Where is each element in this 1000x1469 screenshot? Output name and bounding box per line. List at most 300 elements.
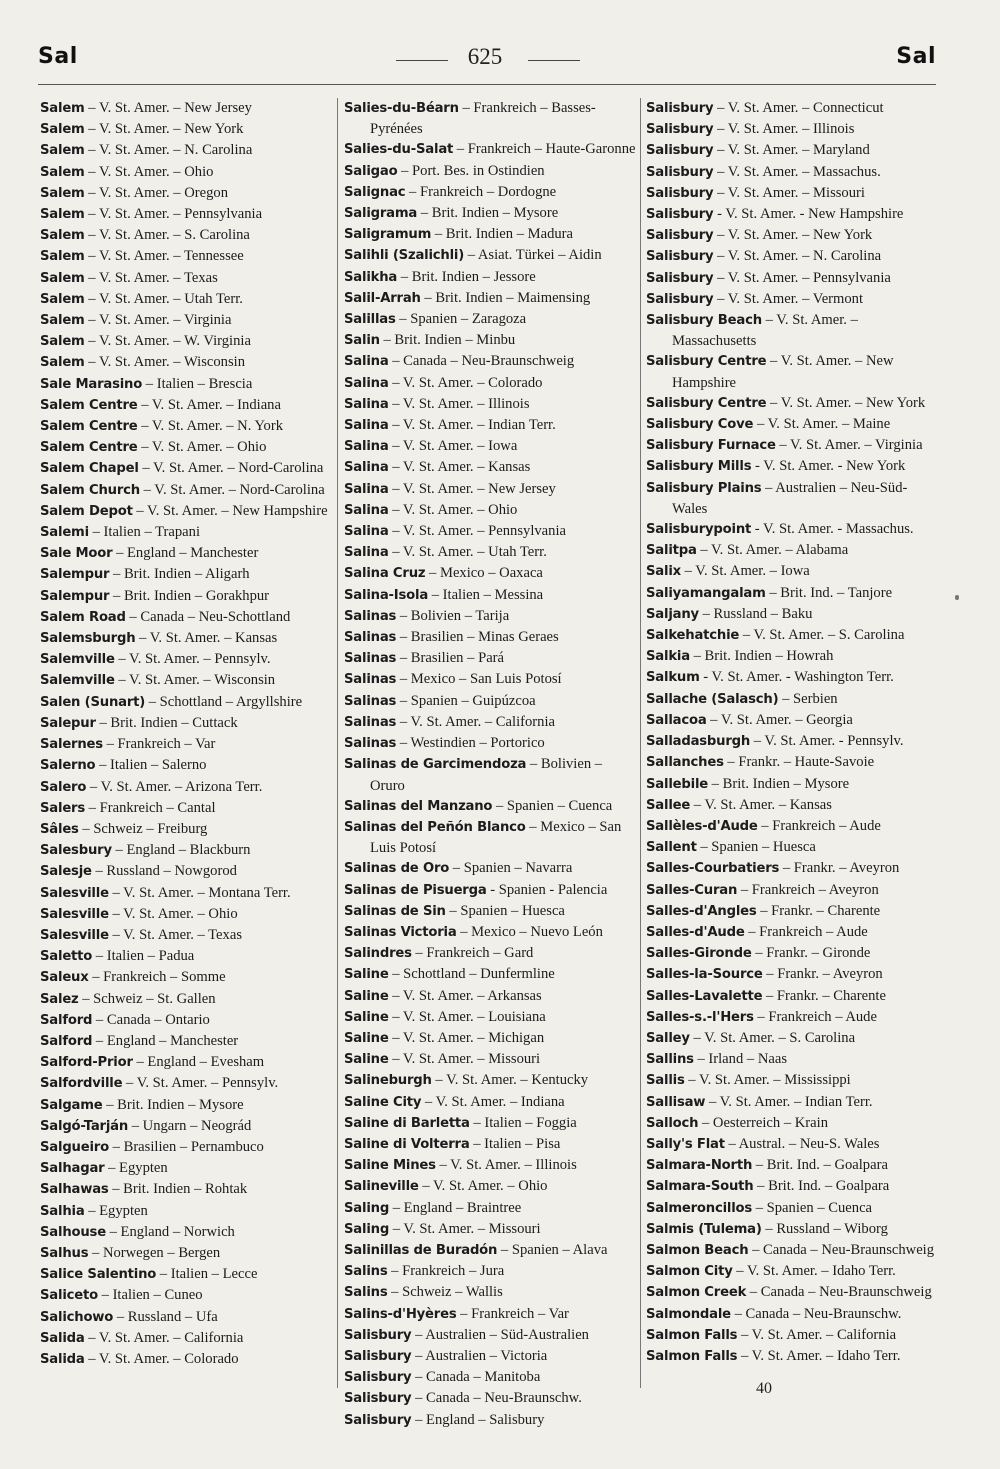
gazetteer-entry	[40, 1243, 332, 1264]
entry-location: – V. St. Amer. – Arizona Terr.	[89, 778, 263, 795]
entry-place-name: Salisbury	[646, 291, 714, 307]
entry-location: – V. St. Amer. – Pennsylvania	[717, 269, 891, 286]
entry-place-name: Saliceto	[40, 1288, 98, 1304]
entry-place-name: Salhagar	[40, 1161, 105, 1177]
gazetteer-entry	[344, 901, 640, 922]
entry-place-name: Salem	[40, 185, 85, 201]
entry-place-name: Salgó-Tarján	[40, 1118, 129, 1134]
entry-place-name: Salloch	[646, 1115, 699, 1131]
entry-place-name: Salina	[344, 545, 389, 561]
entry-place-name: Salem	[40, 355, 85, 371]
gazetteer-entry	[40, 458, 332, 479]
gazetteer-entry	[40, 437, 332, 458]
entry-location: – V. St. Amer. – Arkansas	[392, 987, 542, 1004]
entry-location: – Westindien – Portorico	[399, 735, 545, 752]
entry-place-name: Salies-du-Béarn	[344, 101, 459, 116]
entry-location: – Canada – Neu-Braunschweig	[752, 1241, 935, 1258]
entry-location: – V. St. Amer. – Illinois	[439, 1157, 577, 1174]
entry-place-name: Salley	[646, 1030, 690, 1046]
gazetteer-entry	[40, 670, 332, 691]
entry-place-name: Salkum	[646, 670, 700, 686]
entry-place-name: Saliyamangalam	[646, 585, 766, 601]
entry-location: – Frankr. – Haute-Savoie	[727, 754, 875, 771]
gazetteer-entry	[40, 883, 332, 904]
entry-location: – V. St. Amer. – New Jersey	[88, 100, 252, 116]
entry-place-name: Salesville	[40, 906, 109, 922]
entry-place-name: Salmon City	[646, 1264, 733, 1280]
entry-place-name: Salem	[40, 334, 85, 350]
gazetteer-entry	[344, 943, 640, 964]
entry-place-name: Salem Centre	[40, 397, 138, 413]
gazetteer-entry	[646, 478, 942, 519]
gazetteer-entry	[344, 1134, 640, 1155]
entry-place-name: Salitpa	[646, 543, 697, 559]
entry-place-name: Salmara-North	[646, 1158, 753, 1174]
gazetteer-entry	[40, 1158, 332, 1179]
entry-location: - V. St. Amer. - New York	[755, 458, 906, 475]
entry-place-name: Salem	[40, 291, 85, 307]
gazetteer-entry	[344, 1410, 640, 1431]
gazetteer-entry	[344, 1282, 640, 1303]
gazetteer-entry	[646, 540, 942, 561]
gazetteer-entry	[646, 816, 942, 837]
gazetteer-entry	[646, 1113, 942, 1134]
entry-location: – Frankr. – Charente	[765, 987, 886, 1004]
entry-location: – V. St. Amer. – Connecticut	[717, 100, 884, 116]
entry-location: – V. St. Amer. – Colorado	[392, 374, 543, 391]
entry-place-name: Salisbury	[344, 1348, 412, 1364]
entry-location: – V. St. Amer. – Virginia	[779, 437, 923, 454]
gazetteer-entry	[344, 415, 640, 436]
column-divider	[337, 98, 338, 1388]
entry-location: – V. St. Amer. – W. Virginia	[88, 333, 251, 350]
entry-location: – V. St. Amer. – Texas	[88, 269, 218, 286]
entry-location: - V. St. Amer. - New Hampshire	[717, 206, 904, 223]
gazetteer-entry	[40, 162, 332, 183]
entry-place-name: Saline di Barletta	[344, 1115, 470, 1131]
gazetteer-entry	[344, 922, 640, 943]
gazetteer-entry	[646, 162, 942, 183]
gazetteer-entry	[344, 1070, 640, 1091]
entry-location: – Norwegen – Bergen	[92, 1244, 221, 1261]
gazetteer-entry	[40, 1031, 332, 1052]
entry-place-name: Salinas	[344, 651, 397, 667]
gazetteer-entry	[344, 669, 640, 690]
gazetteer-entry	[646, 1176, 942, 1197]
entry-location: – Frankreich – Aude	[761, 817, 881, 834]
entry-location: – Brit. Indien – Madura	[434, 226, 574, 243]
gazetteer-entry	[40, 119, 332, 140]
entry-place-name: Salles-Lavalette	[646, 988, 763, 1004]
gazetteer-entry	[40, 1010, 332, 1031]
running-head-right: Sal	[896, 44, 936, 69]
entry-location: – Spanien – Navarra	[452, 860, 573, 877]
gazetteer-entry	[646, 625, 942, 646]
gazetteer-entry	[646, 561, 942, 582]
entry-place-name: Salem Depot	[40, 503, 133, 519]
entry-location: – V. St. Amer. – New York	[717, 227, 873, 244]
entry-location: – V. St. Amer. – Ohio	[141, 439, 267, 456]
entry-location: – V. St. Amer. – New York	[88, 121, 244, 138]
entry-place-name: Salida	[40, 1330, 85, 1346]
entry-place-name: Salisbury	[646, 122, 714, 138]
entry-location: – V. St. Amer. – California	[740, 1326, 897, 1343]
entry-place-name: Saline	[344, 988, 389, 1004]
entry-place-name: Saline di Volterra	[344, 1136, 470, 1152]
entry-place-name: Salero	[40, 779, 87, 795]
gazetteer-entry	[344, 139, 640, 160]
gazetteer-entry	[344, 521, 640, 542]
entry-place-name: Salles-Courbatiers	[646, 861, 780, 877]
entry-location: – V. St. Amer. – New Hampshire	[136, 502, 328, 519]
entry-place-name: Salix	[646, 564, 681, 580]
entry-location: – V. St. Amer. – Georgia	[710, 711, 853, 728]
gazetteer-entry	[646, 583, 942, 604]
entry-location: – V. St. Amer. – Pennsylv.	[126, 1075, 279, 1092]
entry-location: – Egypten	[88, 1202, 148, 1219]
entry-place-name: Salina	[344, 396, 389, 412]
entry-location: – Brit. Indien – Rohtak	[112, 1181, 248, 1198]
gazetteer-entry	[40, 480, 332, 501]
gazetteer-entry	[40, 755, 332, 776]
gazetteer-entry	[344, 817, 640, 858]
entry-place-name: Salesje	[40, 864, 92, 880]
gazetteer-entry	[646, 204, 942, 225]
entry-place-name: Salemville	[40, 673, 115, 689]
entry-location: – Asiat. Türkei – Aidin	[467, 247, 602, 264]
gazetteer-entry	[344, 161, 640, 182]
gazetteer-entry	[40, 946, 332, 967]
entry-place-name: Salhia	[40, 1203, 85, 1219]
entry-location: – Brit. Indien – Jessore	[400, 268, 536, 285]
gazetteer-entry	[646, 667, 942, 688]
entry-location: – V. St. Amer. – Indian Terr.	[708, 1093, 873, 1110]
entry-location: – V. St. Amer. – S. Carolina	[88, 227, 250, 244]
gazetteer-entry	[646, 710, 942, 731]
gazetteer-entry	[344, 691, 640, 712]
gazetteer-entry	[344, 796, 640, 817]
gazetteer-entry	[344, 436, 640, 457]
entry-location: – V. St. Amer. – Virginia	[88, 312, 232, 329]
gazetteer-entry	[40, 628, 332, 649]
entry-place-name: Salford-Prior	[40, 1055, 133, 1071]
gazetteer-entry	[40, 98, 332, 119]
entry-place-name: Salles-la-Source	[646, 967, 763, 983]
entry-place-name: Salesville	[40, 885, 109, 901]
gazetteer-entry	[646, 119, 942, 140]
entry-location: – V. St. Amer. – Colorado	[88, 1350, 239, 1367]
entry-place-name: Salem	[40, 122, 85, 138]
entry-location: – V. St. Amer. – Missouri	[392, 1051, 541, 1068]
entry-place-name: Salisbury	[344, 1370, 412, 1386]
entry-location: – V. St. Amer. – S. Carolina	[742, 627, 905, 644]
gazetteer-entry	[40, 1137, 332, 1158]
entry-place-name: Sallee	[646, 797, 691, 813]
entry-location: – England – Braintree	[392, 1199, 522, 1216]
gazetteer-entry	[40, 1179, 332, 1200]
entry-place-name: Salina	[344, 439, 389, 455]
entry-place-name: Saligao	[344, 163, 398, 179]
entry-place-name: Salinas de Garcimendoza	[344, 757, 527, 773]
gazetteer-entry	[344, 542, 640, 563]
entry-location: – V. St. Amer. – Wisconsin	[118, 672, 276, 689]
gazetteer-entry	[40, 798, 332, 819]
entry-location: – Schweiz – Wallis	[391, 1284, 503, 1301]
entry-place-name: Salinas Victoria	[344, 924, 457, 940]
gazetteer-entry	[40, 225, 332, 246]
entry-location: – V. St. Amer. – Massachus.	[717, 163, 881, 180]
gazetteer-entry	[40, 607, 332, 628]
entry-location: – V. St. Amer. – Michigan	[392, 1029, 545, 1046]
entry-location: – Italien – Foggia	[473, 1114, 577, 1131]
entry-place-name: Salillas	[344, 312, 396, 328]
entry-place-name: Salinas de Sin	[344, 903, 446, 919]
entry-place-name: Salies-du-Salat	[344, 142, 454, 158]
entry-location: – V. St. Amer. – N. Carolina	[88, 142, 253, 159]
gazetteer-entry	[344, 500, 640, 521]
entry-location: – V. St. Amer. – Mississippi	[688, 1072, 851, 1089]
entry-place-name: Sallisaw	[646, 1094, 706, 1110]
entry-place-name: Salisbury Furnace	[646, 438, 776, 454]
gazetteer-entry	[344, 330, 640, 351]
gazetteer-entry	[40, 352, 332, 373]
entry-location: – V. St. Amer. – Idaho Terr.	[740, 1347, 901, 1364]
gazetteer-entry	[40, 543, 332, 564]
entry-place-name: Salem	[40, 249, 85, 265]
entry-location: – Frankreich – Cantal	[88, 799, 216, 816]
entry-place-name: Salinas	[344, 608, 397, 624]
entry-location: – V. St. Amer. – Kansas	[392, 459, 531, 476]
gazetteer-entry	[646, 752, 942, 773]
entry-place-name: Salkia	[646, 649, 690, 665]
entry-location: – V. St. Amer. – Louisiana	[392, 1008, 546, 1025]
gazetteer-entry	[646, 98, 942, 119]
entry-place-name: Salerno	[40, 758, 96, 774]
entry-location: – Canada – Neu-Braunschweig	[749, 1284, 932, 1301]
entry-location: – V. St. Amer. – Pennsylvania	[88, 206, 263, 223]
page-number: 625	[467, 44, 503, 69]
entry-location: – Frankreich – Aude	[748, 923, 868, 940]
gazetteer-entry	[344, 1240, 640, 1261]
entry-place-name: Salem	[40, 228, 85, 244]
entry-place-name: Salignac	[344, 184, 406, 200]
entry-location: – V. St. Amer. – New York	[770, 394, 926, 411]
entry-location: – Spanien – Cuenca	[495, 797, 613, 814]
entry-place-name: Sale Moor	[40, 546, 113, 562]
gazetteer-entry	[646, 140, 942, 161]
entry-location: – Brit. Indien – Mysore	[711, 775, 850, 792]
gazetteer-entry	[646, 435, 942, 456]
entry-location: – V. St. Amer. – Kansas	[139, 630, 278, 647]
column-1	[40, 98, 332, 1370]
entry-location: – England – Manchester	[116, 545, 259, 562]
entry-place-name: Sâles	[40, 821, 79, 837]
entry-location: – V. St. Amer. – Texas	[112, 926, 242, 943]
entry-place-name: Salihli (Szalichli)	[344, 248, 465, 264]
entry-place-name: Sallache (Salasch)	[646, 691, 779, 707]
entry-place-name: Salineville	[344, 1179, 419, 1195]
entry-location: – England – Manchester	[95, 1032, 239, 1049]
gazetteer-entry	[40, 522, 332, 543]
gazetteer-entry	[344, 733, 640, 754]
entry-location: – England – Evesham	[136, 1054, 265, 1071]
gazetteer-entry	[344, 1219, 640, 1240]
gazetteer-entry	[344, 1346, 640, 1367]
gazetteer-entry	[646, 1070, 942, 1091]
gazetteer-entry	[646, 1007, 942, 1028]
entry-place-name: Salinas	[344, 714, 397, 730]
entry-location: – Spanien – Huesca	[700, 839, 816, 856]
entry-place-name: Salinas del Manzano	[344, 798, 493, 814]
entry-location: – Brit. Indien – Mysore	[106, 1096, 244, 1113]
entry-place-name: Salford	[40, 1012, 93, 1028]
gazetteer-entry	[40, 268, 332, 289]
entry-place-name: Salisbury	[646, 164, 714, 180]
gazetteer-entry	[344, 1261, 640, 1282]
entry-place-name: Salisbury Beach	[646, 313, 762, 329]
entry-location: – V. St. Amer. – Indiana	[141, 396, 281, 413]
entry-location: – V. St. Amer. – Pennsylvania	[392, 523, 566, 540]
entry-location: – Spanien – Alava	[500, 1241, 608, 1258]
gazetteer-entry	[40, 925, 332, 946]
entry-location: – Brit. Indien – Cuttack	[99, 714, 238, 731]
gazetteer-entry	[344, 1028, 640, 1049]
entry-place-name: Salisbury	[646, 143, 714, 159]
entry-place-name: Saline	[344, 1030, 389, 1046]
running-head-left: Sal	[38, 44, 78, 69]
entry-place-name: Salida	[40, 1351, 85, 1367]
column-2	[344, 98, 640, 1431]
gazetteer-entry	[40, 183, 332, 204]
entry-location: – V. St. Amer. – Indian Terr.	[392, 417, 556, 434]
entry-location: – Italien – Salerno	[99, 757, 207, 774]
gazetteer-entry	[40, 777, 332, 798]
entry-place-name: Saline Mines	[344, 1158, 436, 1174]
header-dash-right	[528, 60, 580, 61]
gazetteer-entry	[646, 268, 942, 289]
entry-location: – Russland – Ufa	[116, 1308, 218, 1325]
entry-place-name: Salles-Curan	[646, 882, 738, 898]
entry-location: – V. St. Amer. – N. Carolina	[717, 248, 882, 265]
gazetteer-entry	[344, 563, 640, 584]
entry-place-name: Salinas de Oro	[344, 861, 450, 877]
gazetteer-entry	[40, 416, 332, 437]
entry-place-name: Salina	[344, 375, 389, 391]
gazetteer-entry	[40, 586, 332, 607]
entry-place-name: Salisbury	[646, 228, 714, 244]
entry-place-name: Salinas	[344, 693, 397, 709]
entry-place-name: Saline City	[344, 1094, 422, 1110]
entry-location: – V. St. Amer. – Ohio	[422, 1178, 548, 1195]
entry-location: – Frankreich – Gard	[415, 945, 534, 962]
gazetteer-entry	[344, 98, 640, 139]
gazetteer-entry	[344, 1155, 640, 1176]
gazetteer-entry	[344, 1304, 640, 1325]
entry-location: – Irland – Naas	[697, 1051, 788, 1068]
entry-location: – V. St. Amer. – Utah Terr.	[392, 544, 547, 561]
entry-place-name: Salem	[40, 143, 85, 159]
entry-location: – Frankreich – Somme	[92, 969, 226, 986]
entry-location: – Frankr. – Aveyron	[766, 966, 883, 983]
gazetteer-entry	[344, 1007, 640, 1028]
entry-place-name: Salem	[40, 101, 85, 116]
gazetteer-entry	[344, 203, 640, 224]
entry-place-name: Salem	[40, 313, 85, 329]
entry-location: – V. St. Amer. – Kansas	[693, 796, 832, 813]
gazetteer-entry	[40, 1328, 332, 1349]
entry-place-name: Salles-d'Angles	[646, 903, 757, 919]
entry-place-name: Sale Marasino	[40, 376, 143, 392]
gazetteer-entry	[40, 395, 332, 416]
gazetteer-entry	[344, 1049, 640, 1070]
gazetteer-entry	[40, 501, 332, 522]
entry-location: – V. St. Amer. – Nord-Carolina	[143, 481, 325, 498]
entry-place-name: Salem Chapel	[40, 461, 139, 477]
entry-location: – Italien – Pisa	[473, 1135, 561, 1152]
entry-location: – V. St. Amer. – New Jersey	[392, 480, 556, 497]
gazetteer-entry	[646, 986, 942, 1007]
entry-place-name: Salem	[40, 270, 85, 286]
entry-location: – Mexico – San Luis Potosí	[399, 671, 562, 688]
gazetteer-entry	[40, 989, 332, 1010]
gazetteer-entry	[344, 1198, 640, 1219]
entry-place-name: Salil-Arrah	[344, 290, 421, 306]
gazetteer-entry	[344, 224, 640, 245]
gazetteer-entry	[646, 689, 942, 710]
entry-location: – Frankreich – Var	[106, 736, 216, 753]
entry-location: – Canada – Ontario	[95, 1011, 210, 1028]
gazetteer-entry	[646, 1325, 942, 1346]
entry-location: – V. St. Amer. – Nord-Carolina	[142, 460, 324, 477]
entry-location: – Italien – Lecce	[159, 1266, 258, 1283]
entry-location: – V. St. Amer. – Vermont	[717, 290, 864, 307]
entry-place-name: Salisbury	[646, 185, 714, 201]
entry-place-name: Salinas	[344, 736, 397, 752]
gazetteer-entry	[40, 310, 332, 331]
entry-location: – Port. Bes. in Ostindien	[401, 162, 545, 179]
entry-place-name: Salinillas de Buradón	[344, 1242, 498, 1258]
gazetteer-entry	[646, 246, 942, 267]
entry-place-name: Saline	[344, 967, 389, 983]
entry-place-name: Salmis (Tulema)	[646, 1221, 762, 1237]
gazetteer-entry	[344, 1367, 640, 1388]
gazetteer-entry	[344, 479, 640, 500]
gazetteer-entry	[40, 374, 332, 395]
gazetteer-entry	[646, 604, 942, 625]
entry-place-name: Salers	[40, 800, 86, 816]
entry-place-name: Salichowo	[40, 1309, 114, 1325]
entry-place-name: Salem Centre	[40, 440, 138, 456]
entry-place-name: Salesville	[40, 927, 109, 943]
entry-place-name: Salisbury	[344, 1412, 412, 1428]
entry-place-name: Salkehatchie	[646, 628, 740, 644]
entry-location: – V. St. Amer. – S. Carolina	[693, 1029, 856, 1046]
entry-place-name: Saling	[344, 1221, 390, 1237]
entry-place-name: Saletto	[40, 949, 93, 965]
entry-place-name: Salem Road	[40, 609, 126, 625]
entry-place-name: Salmon Falls	[646, 1327, 738, 1343]
entry-location: – Italien – Messina	[431, 586, 544, 603]
entry-place-name: Salmara-South	[646, 1179, 754, 1195]
gazetteer-entry	[344, 182, 640, 203]
gazetteer-entry	[40, 289, 332, 310]
gazetteer-entry	[646, 837, 942, 858]
entry-place-name: Sallis	[646, 1073, 685, 1089]
gazetteer-entry	[344, 1325, 640, 1346]
gazetteer-entry	[344, 585, 640, 606]
entry-place-name: Salles-s.-l'Hers	[646, 1009, 754, 1025]
entry-location: – Frankr. – Aveyron	[782, 860, 900, 877]
